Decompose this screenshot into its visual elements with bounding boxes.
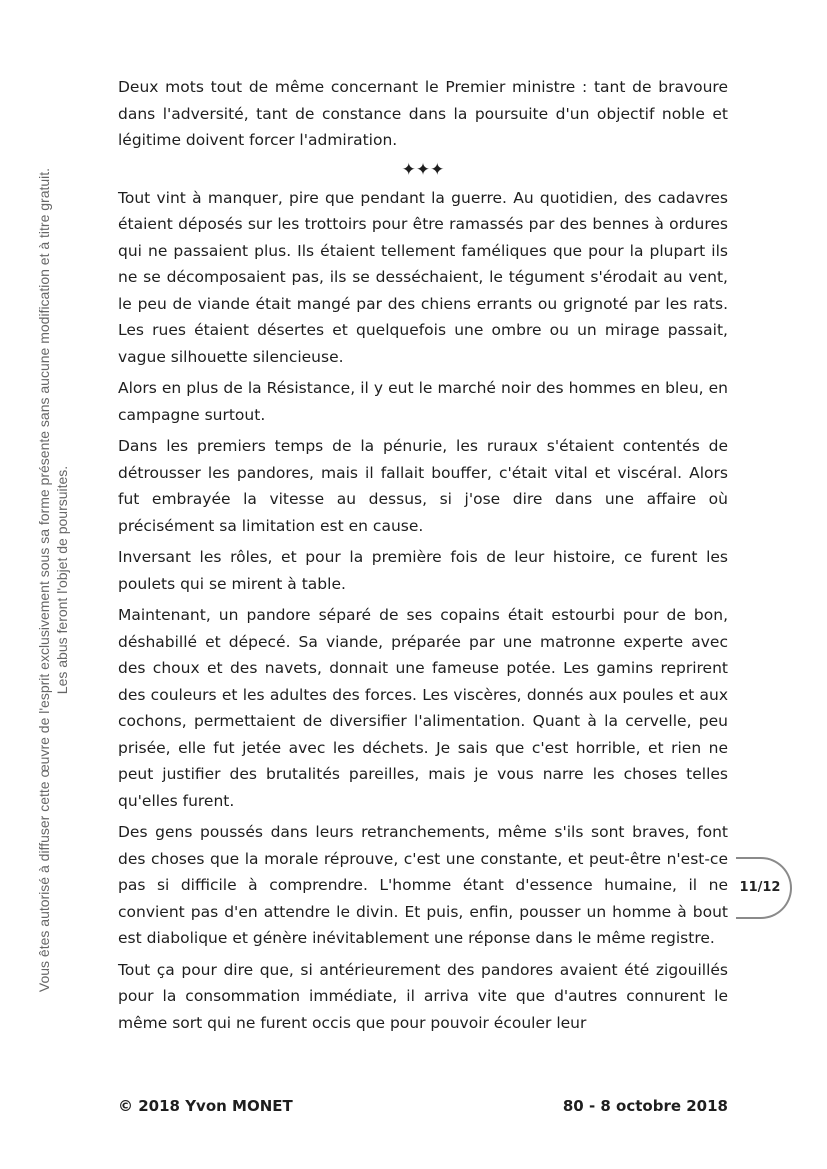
- page-indicator-badge: [736, 857, 792, 919]
- footer-copyright: © 2018 Yvon MONET: [118, 1097, 293, 1115]
- paragraph: Tout ça pour dire que, si antérieurement des pandores avaient été zigouillés pour la consommation immédiate, il arriva vite que d'autres connurent le même sort qui ne furent occis que pour pouvoir écouler leur: [118, 960, 728, 1032]
- document-body: [118, 74, 728, 1041]
- paragraph: Dans les premiers temps de la pénurie, les ruraux s'étaient contentés de détrousser les pandores, mais il fallait bouffer, c'était vital et viscéral. Alors fut embrayée la vitesse au dessus, si j'ose dire dans une affaire où précisément sa limitation est en cause.: [118, 437, 728, 535]
- paragraph: Tout vint à manquer, pire que pendant la guerre. Au quotidien, des cadavres étaient déposés sur les trottoirs pour être ramassés par des bennes à ordures qui ne passaient plus. Ils étaient tellement faméliques que pour la plupart ils ne se décomposaient pas, ils se desséchaient, le tégument s'érodait au vent, le peu de viande était mangé par des chiens errants ou grignoté par les rats. Les rues étaient désertes et quelquefois une ombre ou un mirage passait, vague silhouette silencieuse.: [118, 188, 728, 366]
- paragraph: Maintenant, un pandore séparé de ses copains était estourbi pour de bon, déshabillé et dépecé. Sa viande, préparée par une matronne experte avec des choux et des navets, donnait une fameuse potée. Les gamins reprirent des couleurs et les adultes des forces. Les viscères, donnés aux poules et aux cochons, permettaient de diversifier l'alimentation. Quant à la cervelle, peu prisée, elle fut jetée avec les déchets. Je sais que c'est horrible, et rien ne peut justifier des brutalités pareilles, mais je vous narre les choses telles qu'elles furent.: [118, 606, 728, 810]
- side-notice-line-1: Vous êtes autorisé à diffuser cette œuvre de l'esprit exclusivement sous sa forme présente sans aucune modification et à titre gratuit.: [36, 167, 52, 993]
- section-separator: ✦✦✦: [401, 159, 445, 180]
- paragraph: Des gens poussés dans leurs retranchements, même s'ils sont braves, font des choses que la morale réprouve, c'est une constante, et peut-être n'est-ce pas si difficile à comprendre. L'homme étant d'essence humaine, il ne convient pas d'en attendre le divin. Et puis, enfin, pousser un homme à bout est diabolique et génère inévitablement une réponse dans le même registre.: [118, 823, 728, 947]
- page-indicator: 11/12: [739, 880, 781, 895]
- side-notice-line-2: Les abus feront l'objet de poursuites.: [54, 465, 70, 695]
- side-copyright-notice: [35, 80, 75, 1080]
- paragraph: Alors en plus de la Résistance, il y eut le marché noir des hommes en bleu, en campagne surtout.: [118, 379, 728, 424]
- paragraph: Inversant les rôles, et pour la première fois de leur histoire, ce furent les poulets qui se mirent à table.: [118, 548, 728, 593]
- paragraph: Deux mots tout de même concernant le Premier ministre : tant de bravoure dans l'adversité, tant de constance dans la poursuite d'un objectif noble et légitime doivent forcer l'admiration.: [118, 78, 728, 149]
- footer-issue: 80 - 8 octobre 2018: [562, 1097, 728, 1115]
